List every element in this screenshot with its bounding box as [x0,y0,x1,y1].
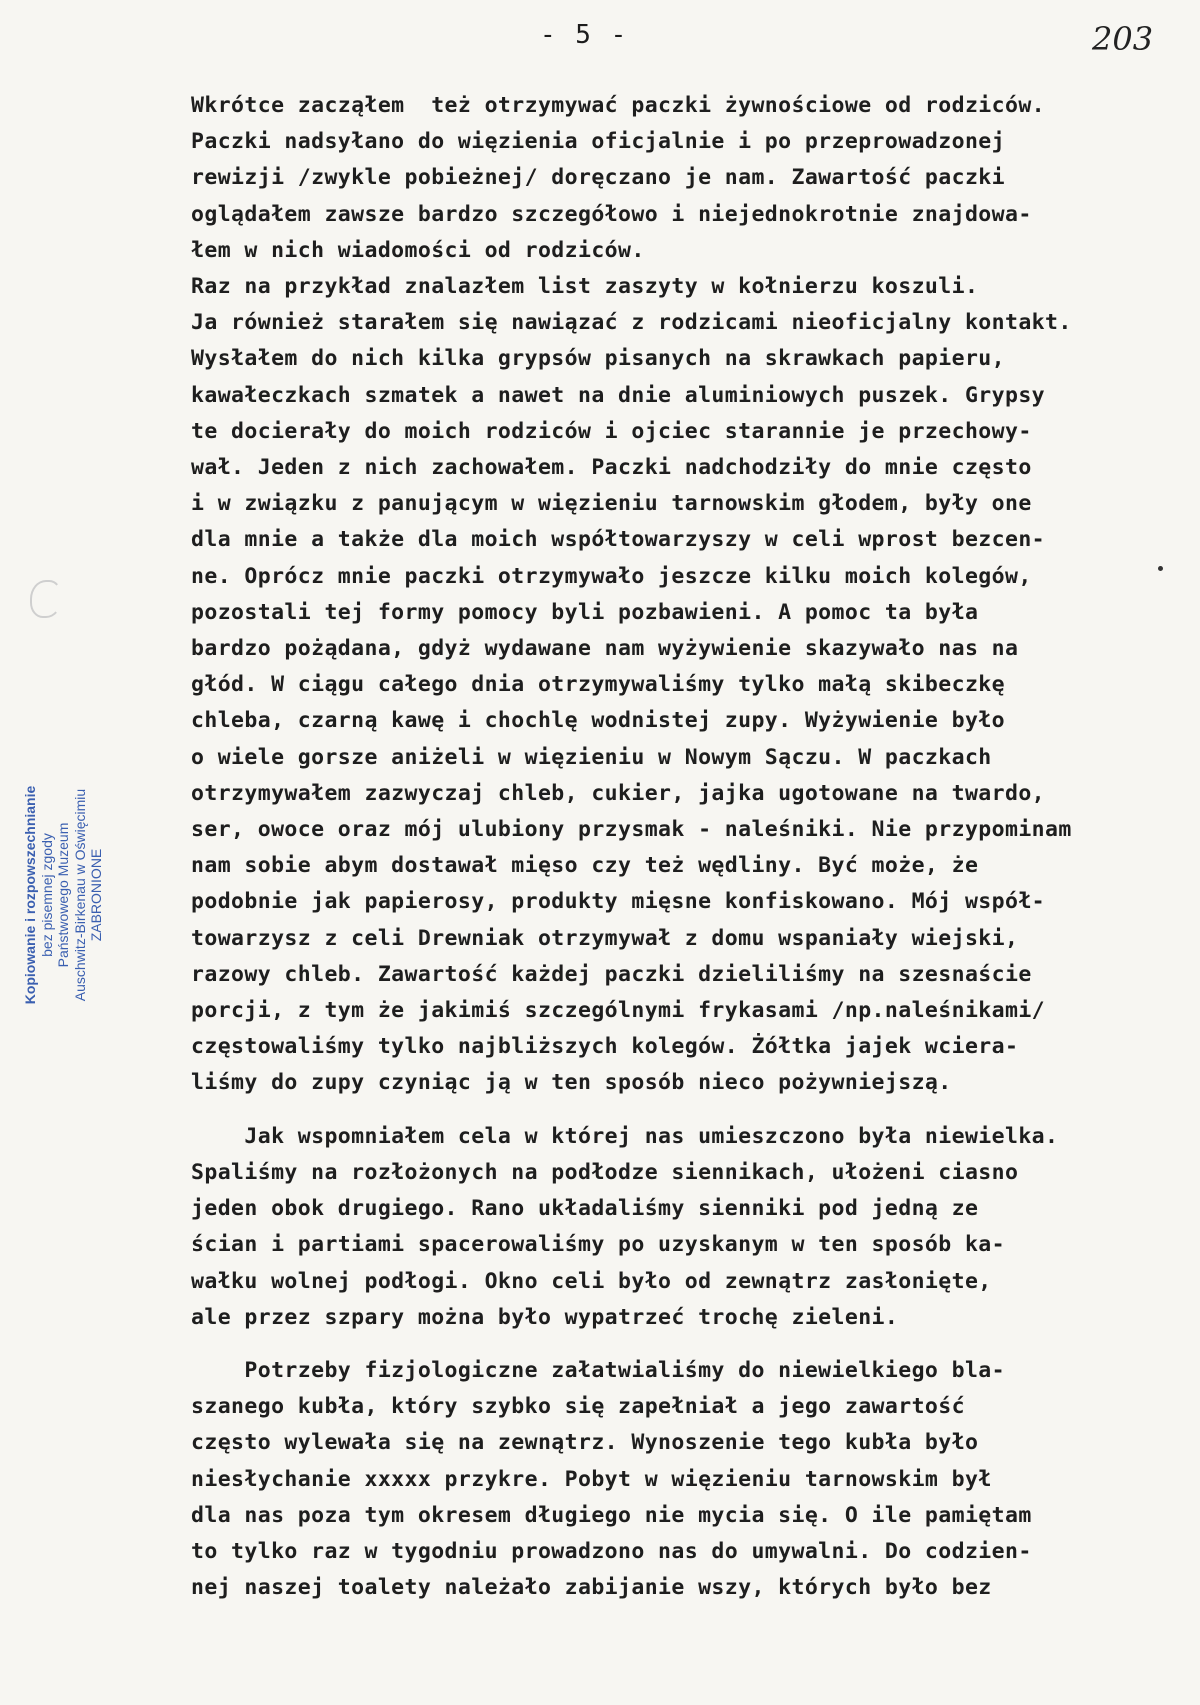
text-line: Raz na przykład znalazłem list zaszyty w kołnierzu koszuli. [191,274,979,300]
page-number: - 5 - [540,20,629,50]
text-line: Wysłałem do nich kilka grypsów pisanych na skrawkach papieru, [191,346,1005,372]
text-line: bardzo pożądana, gdyż wydawane nam wyżywienie skazywało nas na [191,636,1019,662]
text-line: razowy chleb. Zawartość każdej paczki dzieliliśmy na szesnaście [191,961,1032,987]
handwritten-page-number: 203 [1092,20,1154,58]
text-line: to tylko raz w tygodniu prowadzono nas do umywalni. Do codzien- [191,1538,1032,1564]
text-line: ne. Oprócz mnie paczki otrzymywało jeszcze kilku moich kolegów, [191,563,1032,589]
stamp-line-5: ZABRONIONE [88,848,104,942]
text-line: kawałeczkach szmatek a nawet na dnie aluminiowych puszek. Grypsy [191,382,1046,408]
text-line: rewizji /zwykle pobieżnej/ doręczano je nam. Zawartość paczki [191,165,1005,191]
text-line: towarzysz z celi Drewniak otrzymywał z domu wspaniały wiejski, [191,925,1019,951]
text-line: ser, owoce oraz mój ulubiony przysmak - naleśniki. Nie przypominam [191,817,1072,843]
stamp-line-3: Państwowego Muzeum [55,822,71,968]
text-line: często wylewała się na zewnątrz. Wynoszenie tego kubła było [191,1430,979,1456]
text-line: te docierały do moich rodziców i ojciec starannie je przechowy- [191,418,1032,444]
text-line: wałku wolnej podłogi. Okno celi było od zewnątrz zasłonięte, [191,1268,992,1294]
text-line: szanego kubła, który szybko się zapełniał a jego zawartość [191,1394,965,1420]
text-line: Potrzeby fizjologiczne załatwialiśmy do niewielkiego bla- [191,1357,1005,1383]
text-line: Jak wspomniałem cela w której nas umieszczono była niewielka. [191,1123,1059,1149]
text-line: jeden obok drugiego. Rano układaliśmy sienniki pod jedną ze [191,1196,979,1222]
text-line: głód. W ciągu całego dnia otrzymywaliśmy tylko małą skibeczkę [191,672,1005,698]
text-line: Paczki nadsyłano do więzienia oficjalnie i po przeprowadzonej [191,129,1005,155]
text-line: chleba, czarną kawę i chochlę wodnistej zupy. Wyżywienie było [191,708,1005,734]
text-line: pozostali tej formy pomocy byli pozbawieni. A pomoc ta była [191,599,979,625]
stamp-line-4: Auschwitz-Birkenau w Oświęcimiu [71,788,88,1002]
text-line: nam sobie abym dostawał mięso czy też wędliny. Być może, że [191,853,979,879]
text-line: wał. Jeden z nich zachowałem. Paczki nadchodziły do mnie często [191,455,1032,481]
text-line: Ja również starałem się nawiązać z rodzicami nieoficjalny kontakt. [191,310,1072,336]
stamp-line-2: bez pisemnej zgody [38,833,55,957]
stamp-line-1: Kopiowanie i rozpowszechnianie [22,785,38,1005]
text-line: o wiele gorsze aniżeli w więzieniu w Nowym Sączu. W paczkach [191,744,992,770]
text-line: Wkrótce zacząłem też otrzymywać paczki żywnościowe od rodziców. [191,93,1046,118]
text-line: częstowaliśmy tylko najbliższych kolegów. Żółtka jajek wciera- [191,1034,1019,1060]
text-line: otrzymywałem zazwyczaj chleb, cukier, jajka ugotowane na twardo, [191,780,1046,806]
text-line: nej naszej toalety należało zabijanie wszy, których było bez [191,1575,992,1601]
text-line: liśmy do zupy czyniąc ją w ten sposób nieco pożywniejszą. [191,1070,952,1096]
document-body [191,88,1166,1606]
text-line: i w związku z panującym w więzieniu tarnowskim głodem, były one [191,491,1032,517]
text-line: dla mnie a także dla moich współtowarzyszy w celi wprost bezcen- [191,527,1046,553]
text-line: niesłychanie xxxxx przykre. Pobyt w więzieniu tarnowskim był [191,1466,992,1492]
text-line: dla nas poza tym okresem długiego nie mycia się. O ile pamiętam [191,1502,1032,1528]
text-line: Spaliśmy na rozłożonych na podłodze siennikach, ułożeni ciasno [191,1159,1019,1185]
text-line: oglądałem zawsze bardzo szczegółowo i niejednokrotnie znajdowa- [191,201,1032,227]
text-line: porcji, z tym że jakimiś szczególnymi frykasami /np.naleśnikami/ [191,998,1046,1024]
text-line: ale przez szpary można było wypatrzeć trochę zieleni. [191,1304,899,1330]
text-line: łem w nich wiadomości od rodziców. [191,237,645,263]
scan-smudge-mark [30,580,62,618]
text-line: ścian i partiami spacerowaliśmy po uzyskanym w ten sposób ka- [191,1232,1005,1258]
text-line: podobnie jak papierosy, produkty mięsne konfiskowano. Mój współ- [191,889,1046,915]
